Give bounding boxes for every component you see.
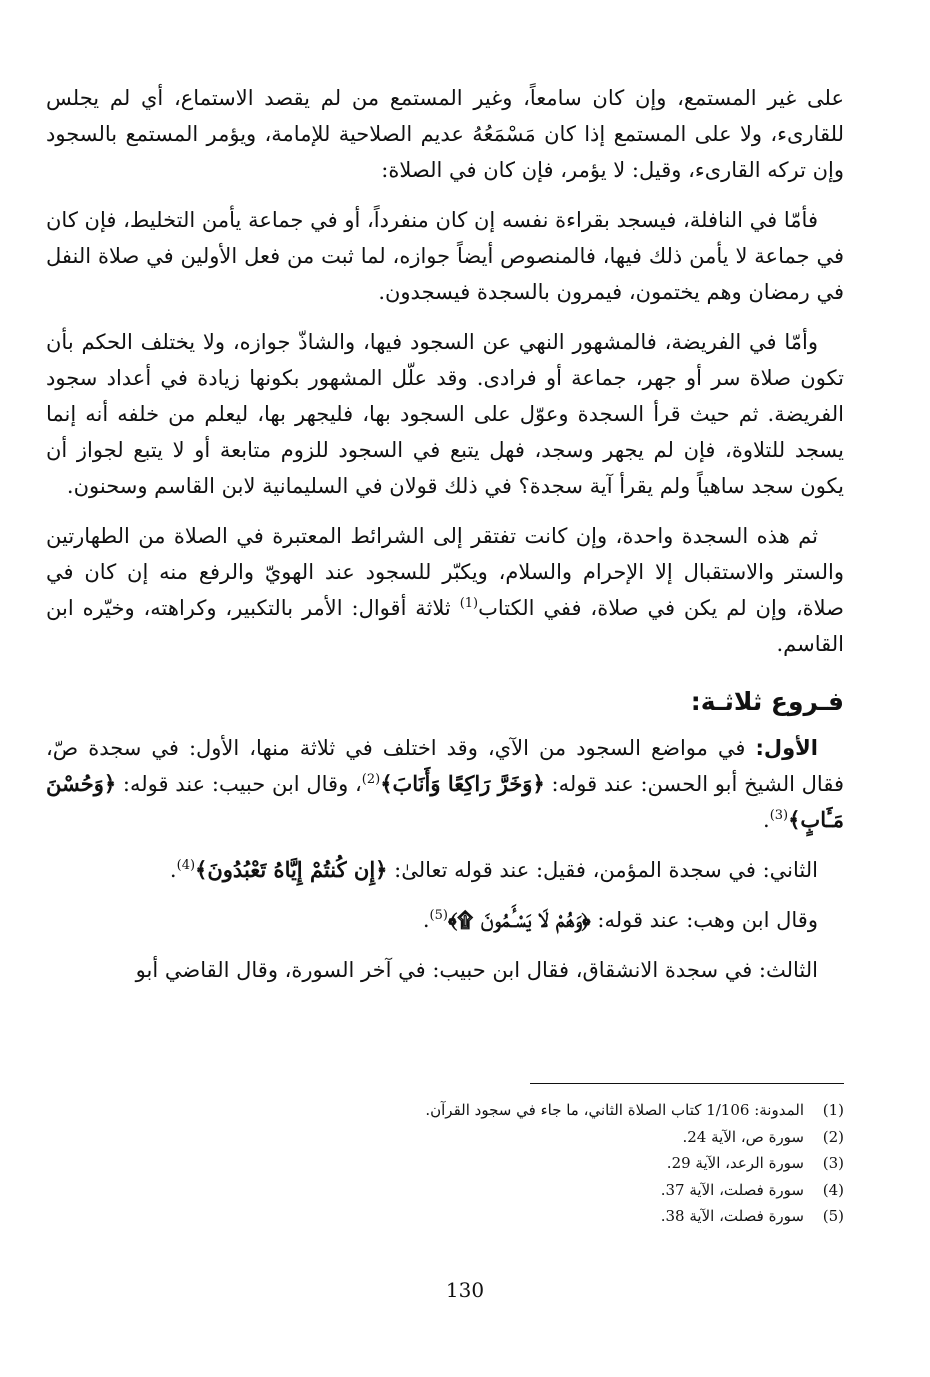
- quran-verse-4: ﴿وَهُمْ لَا يَسْـَٔمُونَ ۩﴾: [447, 907, 591, 932]
- paragraph-1: على غير المستمع، وإن كان سامعاً، وغير المستمع من لم يقصد الاستماع، أي لم يجلس للقارىء، ولا على المستمع إذا كان مَسْمَعُهُ عديم الصلاحية للإمامة، ويؤمر المستمع بالسجود وإن تركه القارىء، وقيل: لا يؤمر، فإن كان في الصلاة:: [46, 86, 844, 182]
- footnotes: [46, 1097, 844, 1230]
- paragraph-3: [46, 324, 844, 504]
- paragraph-4-after: ثلاثة أقوال: الأمر بالتكبير، وكراهته، وخيّره ابن القاسم.: [46, 596, 844, 656]
- first-branch-text-1: في مواضع السجود من الآي، وقد اختلف في ثلاثة منها، الأول: في سجدة صّ، فقال الشيخ أبو الحسن: عند قوله:: [46, 736, 844, 796]
- quran-verse-1: ﴿وَخَرَّ رَاكِعًا وَأَنَابَ﴾: [380, 771, 545, 796]
- ibn-wahb-line: [46, 902, 844, 938]
- second-branch-text-2: .: [169, 858, 177, 882]
- footnote-item: [46, 1150, 844, 1177]
- third-branch: [46, 952, 844, 988]
- paragraph-2-text: فأمّا في النافلة، فيسجد بقراءة نفسه إن كان منفرداً، أو في جماعة يأمن التخليط، فإن كان في جماعة لا يأمن ذلك فيها، فالمنصوص أيضاً جوازه، لما ثبت من فعل الأولين في صلاة النفل في رمضان وهم يختمون، فيمرون بالسجدة فيسجدون.: [46, 208, 844, 304]
- first-branch: [46, 730, 844, 838]
- footnote-number: (4): [822, 1180, 844, 1199]
- footnote-item: [46, 1097, 844, 1124]
- footnote-number: (5): [822, 1207, 844, 1225]
- footnote-ref-2: (2): [361, 772, 381, 787]
- paragraph-3-text: وأمّا في الفريضة، فالمشهور النهي عن السجود فيها، والشاذّ جوازه، ولا يختلف الحكم بأن تكون صلاة سر أو جهر، جماعة أو فرادى. وقد علّل المشهور بكونها زيادة في أعداد سجود الفريضة. ثم حيث قرأ السجدة وعوّل على السجود بها، فليجهر بها، ليعلم من خلفه أنه إنما يسجد للتلاوة، فإن لم يجهر وسجد، فهل يتبع في السجود للزوم متابعة أو لا يتبع لجواز أن يكون سجد ساهياً ولم يقرأ آية سجدة؟ في ذلك قولان في السليمانية لابن القاسم وسحنون.: [46, 330, 844, 498]
- footnote-ref-1: (1): [459, 596, 479, 611]
- page-body: [46, 80, 844, 1002]
- first-branch-text-3: .: [763, 808, 770, 832]
- footnote-text: سورة الرعد، الآية 29.: [666, 1154, 804, 1172]
- ibn-wahb-end: .: [422, 908, 430, 932]
- footnote-text: سورة فصلت، الآية 38.: [660, 1207, 804, 1225]
- second-branch: [46, 852, 844, 888]
- quran-verse-3: ﴿إِن كُنتُمْ إِيَّاهُ تَعْبُدُونَ﴾: [195, 857, 388, 882]
- quran-verse-2: ﴿وَحُسْنَ مَـَٔابٍ﴾: [46, 771, 844, 832]
- footnote-item: [46, 1177, 844, 1204]
- page-number: 130: [445, 1278, 485, 1302]
- footnote-item: [46, 1203, 844, 1230]
- footnote-text: سورة ص، الآية 24.: [682, 1127, 804, 1146]
- third-branch-text: الثالث: في سجدة الانشقاق، فقال ابن حبيب: في آخر السورة، وقال القاضي أبو: [135, 958, 818, 982]
- footnote-text: سورة فصلت، الآية 37.: [660, 1180, 804, 1199]
- footnote-divider: [530, 1083, 844, 1084]
- footnote-ref-4: (4): [176, 858, 196, 873]
- ibn-wahb-text: وقال ابن وهب: عند قوله:: [590, 908, 818, 932]
- paragraph-4: [46, 518, 844, 662]
- footnote-number: (2): [822, 1127, 844, 1146]
- footnote-item: [46, 1124, 844, 1151]
- first-branch-lead: الأول:: [755, 736, 818, 760]
- paragraph-2: [46, 202, 844, 310]
- first-branch-text-2: ، وقال ابن حبيب: عند قوله:: [116, 772, 362, 796]
- footnote-ref-5: (5): [429, 908, 448, 923]
- second-branch-text-1: الثاني: في سجدة المؤمن، فقيل: عند قوله تعالىٰ:: [387, 858, 818, 882]
- section-heading: فـروع ثلاثـة:: [690, 687, 844, 716]
- footnote-text: المدونة: 1/106 كتاب الصلاة الثاني، ما جاء في سجود القرآن.: [425, 1101, 804, 1119]
- footnote-number: (3): [822, 1154, 844, 1172]
- paragraph-4-before: ثم هذه السجدة واحدة، وإن كانت تفتقر إلى الشرائط المعتبرة في الصلاة من الطهارتين والستر والاستقبال إلا الإحرام والسلام، ويكبّر للسجود عند الهويّ والرفع منه إن كان في صلاة، وإن لم يكن في صلاة، ففي الكتاب: [46, 524, 844, 620]
- footnote-ref-3: (3): [769, 808, 789, 823]
- footnote-number: (1): [822, 1101, 844, 1119]
